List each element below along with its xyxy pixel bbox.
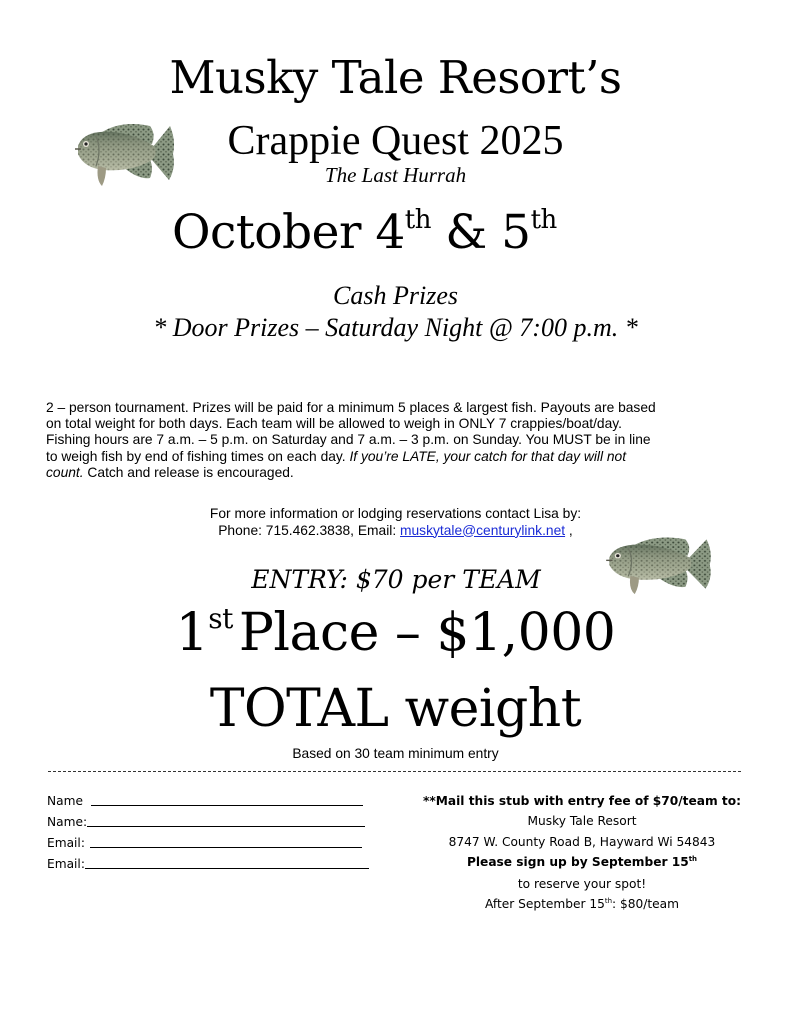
field-label: Email: bbox=[47, 836, 85, 850]
email-input-line[interactable] bbox=[85, 868, 369, 869]
form-field-email-1[interactable] bbox=[47, 833, 387, 854]
email-link[interactable]: muskytale@centurylink.net bbox=[400, 522, 566, 538]
date-second-suffix: th bbox=[530, 205, 557, 235]
date-second: & 5 bbox=[430, 205, 531, 260]
field-label: Name: bbox=[47, 815, 88, 829]
place-number: 1 bbox=[175, 603, 209, 663]
registration-form bbox=[47, 791, 387, 875]
prize-basis: TOTAL weight bbox=[209, 679, 582, 739]
date-first-suffix: th bbox=[404, 205, 431, 235]
name-input-line[interactable] bbox=[91, 805, 363, 806]
email-input-line[interactable] bbox=[90, 847, 362, 848]
cash-prizes: Cash Prizes bbox=[333, 281, 458, 310]
minimum-entry-note: Based on 30 team minimum entry bbox=[292, 746, 499, 761]
late-warning: If you’re LATE, your catch for that day will not bbox=[349, 448, 627, 464]
rules-line bbox=[46, 449, 756, 465]
mail-recipient: Musky Tale Resort bbox=[527, 814, 637, 829]
rules-text: to weigh fish by end of fishing times on each day. bbox=[46, 448, 350, 464]
field-label: Name bbox=[47, 794, 83, 808]
signup-deadline: Please sign up by September 15th bbox=[466, 854, 698, 869]
entry-fee: ENTRY: $70 per TEAM bbox=[251, 565, 541, 594]
rules-line: on total weight for both days. Each team will be allowed to weigh in ONLY 7 crappies/boat/day. bbox=[46, 416, 622, 432]
rules-line bbox=[46, 465, 756, 481]
field-label: Email: bbox=[47, 857, 85, 871]
mail-stub-instructions bbox=[400, 791, 764, 917]
contact-intro: For more information or lodging reservations contact Lisa by: bbox=[209, 506, 582, 521]
date-first: October 4 bbox=[172, 205, 405, 260]
resort-title: Musky Tale Resort’s bbox=[169, 51, 622, 104]
phone-text: Phone: 715.462.3838, Email: bbox=[218, 522, 401, 538]
event-title: Crappie Quest 2025 bbox=[227, 118, 564, 164]
form-field-name-1[interactable] bbox=[47, 791, 387, 812]
place-amount: Place – $1,000 bbox=[238, 603, 616, 663]
event-tagline: The Last Hurrah bbox=[324, 163, 467, 187]
rules-line: Fishing hours are 7 a.m. – 5 p.m. on Saturday and 7 a.m. – 3 p.m. on Sunday. You MUST be in line bbox=[46, 432, 651, 448]
mail-address: 8747 W. County Road B, Hayward Wi 54843 bbox=[448, 834, 716, 849]
contact-trailing: , bbox=[565, 522, 573, 538]
cut-line-divider bbox=[48, 771, 741, 772]
tournament-rules bbox=[46, 400, 756, 481]
form-field-email-2[interactable] bbox=[47, 854, 387, 875]
mail-heading: **Mail this stub with entry fee of $70/team to: bbox=[423, 794, 741, 808]
late-fee-note: After September 15th: $80/team bbox=[484, 897, 680, 912]
door-prizes: * Door Prizes – Saturday Night @ 7:00 p.m. * bbox=[153, 313, 638, 342]
name-input-line[interactable] bbox=[87, 826, 365, 827]
event-dates bbox=[172, 204, 557, 269]
place-suffix: st bbox=[208, 602, 233, 635]
reserve-note: to reserve your spot! bbox=[517, 877, 647, 892]
rules-line: 2 – person tournament. Prizes will be paid for a minimum 5 places & largest fish. Payouts are based bbox=[46, 400, 656, 415]
catch-release-note: Catch and release is encouraged. bbox=[83, 464, 294, 480]
late-warning-end: count. bbox=[46, 464, 84, 480]
form-field-name-2[interactable] bbox=[47, 812, 387, 833]
first-place-prize bbox=[0, 600, 791, 674]
